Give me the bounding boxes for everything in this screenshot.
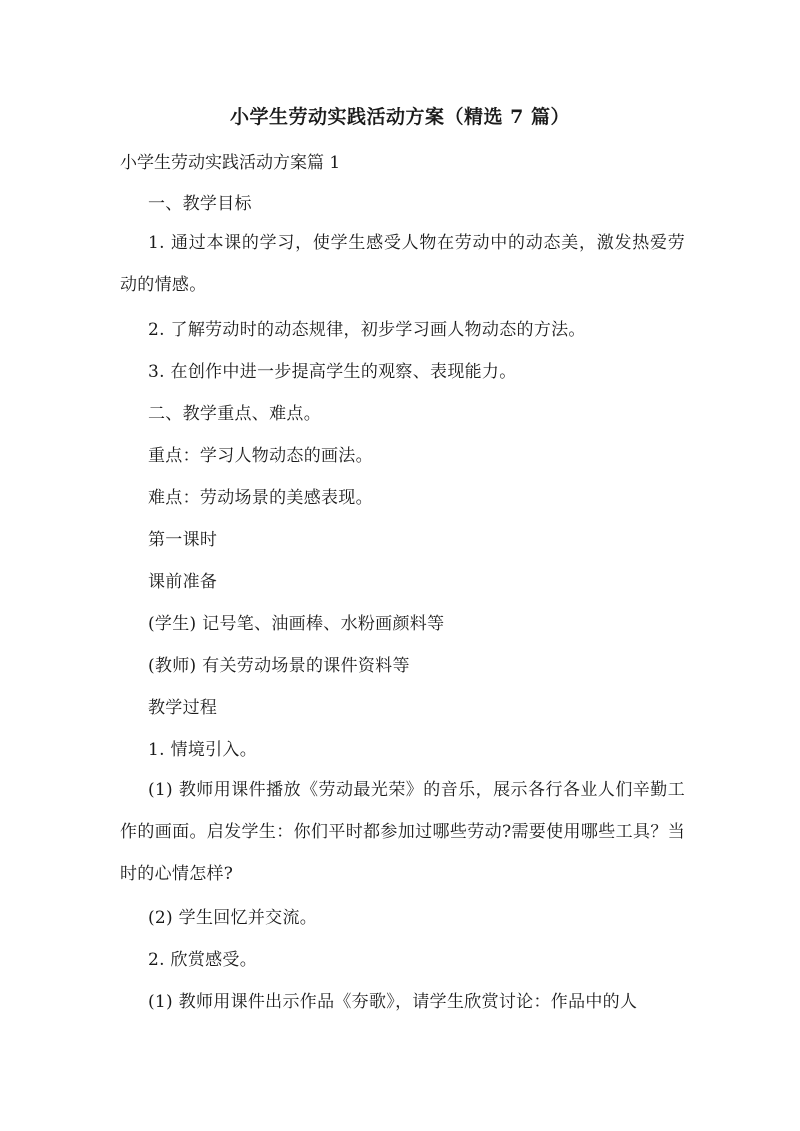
document-subtitle: 小学生劳动实践活动方案篇 1 [120,153,341,173]
section-heading: 二、教学重点、难点。 [148,404,321,424]
paragraph: 重点：学习人物动态的画法。 [148,446,373,466]
paragraph: (1) 教师用课件播放《劳动最光荣》的音乐，展示各行各业人们辛勤工作的画面。启发学生：你们平时都参加过哪些劳动?需要使用哪些工具？当时的心情怎样? [120,780,685,884]
paragraph: 3. 在创作中进一步提高学生的观察、表现能力。 [148,362,517,382]
paragraph: 2. 了解劳动时的动态规律，初步学习画人物动态的方法。 [148,320,586,340]
paragraph: 第一课时 [148,530,218,550]
paragraph: 2. 欣赏感受。 [148,950,258,970]
paragraph: (学生) 记号笔、油画棒、水粉画颜料等 [148,614,445,634]
paragraph: 课前准备 [148,572,218,592]
paragraph: 教学过程 [148,698,218,718]
paragraph: (教师) 有关劳动场景的课件资料等 [148,656,410,676]
paragraph: (1) 教师用课件出示作品《夯歌》，请学生欣赏讨论：作品中的人 [148,992,638,1012]
section-heading: 一、教学目标 [148,194,252,214]
paragraph: 1. 通过本课的学习，使学生感受人物在劳动中的动态美，激发热爱劳动的情感。 [120,233,685,295]
paragraph: 难点：劳动场景的美感表现。 [148,488,373,508]
document-title: 小学生劳动实践活动方案（精选 7 篇） [230,106,570,128]
paragraph: 1. 情境引入。 [148,740,258,760]
paragraph: (2) 学生回忆并交流。 [148,908,318,928]
